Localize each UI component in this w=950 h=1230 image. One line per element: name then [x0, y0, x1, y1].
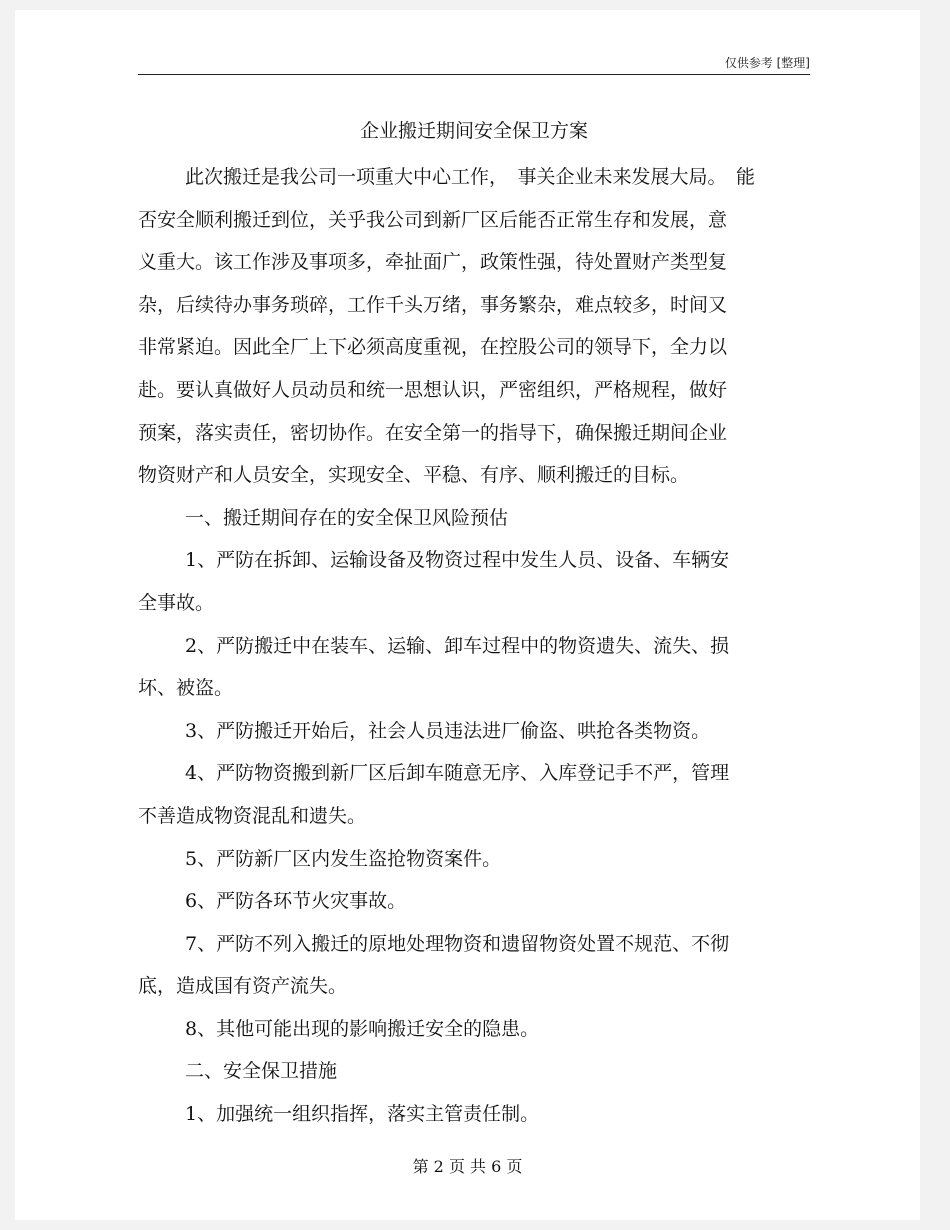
list-item: 7、严防不列入搬迁的原地处理物资和遗留物资处置不规范、不彻	[185, 932, 730, 955]
list-item-continuation: 坏、被盗。	[138, 677, 234, 700]
list-item-continuation: 不善造成物资混乱和遗失。	[138, 804, 367, 827]
header-divider	[138, 74, 810, 75]
body-line: 赴。要认真做好人员动员和统一思想认识，严密组织，严格规程，做好	[138, 378, 728, 401]
list-item: 2、严防搬迁中在装车、运输、卸车过程中的物资遗失、流失、损	[185, 634, 730, 657]
page-header: 仅供参考 [整理]	[724, 56, 810, 70]
list-item: 1、加强统一组织指挥，落实主管责任制。	[185, 1103, 540, 1126]
list-item-continuation: 底，造成国有资产流失。	[138, 975, 348, 998]
body-line: 义重大。该工作涉及事项多，牵扯面广，政策性强，待处置财产类型复	[138, 251, 728, 274]
list-item: 3、严防搬迁开始后，社会人员违法进厂偷盗、哄抢各类物资。	[185, 719, 711, 742]
body-line: 杂，后续待办事务琐碎，工作千头万绪，事务繁杂，难点较多，时间又	[138, 293, 728, 316]
body-line: 非常紧迫。因此全厂上下必须高度重视，在控股公司的领导下，全力以	[138, 336, 728, 359]
list-item: 4、严防物资搬到新厂区后卸车随意无序、入库登记手不严，管理	[185, 762, 730, 785]
document-title: 企业搬迁期间安全保卫方案	[359, 120, 588, 142]
section-heading: 一、搬迁期间存在的安全保卫风险预估	[185, 506, 509, 529]
list-item: 1、严防在拆卸、运输设备及物资过程中发生人员、设备、车辆安	[185, 549, 730, 572]
list-item: 8、其他可能出现的影响搬迁安全的隐患。	[185, 1017, 540, 1040]
body-line: 预案，落实责任，密切协作。在安全第一的指导下，确保搬迁期间企业	[138, 421, 728, 444]
body-line: 此次搬迁是我公司一项重大中心工作， 事关企业未来发展大局。 能	[185, 166, 756, 188]
section-heading: 二、安全保卫措施	[185, 1060, 338, 1083]
list-item-continuation: 全事故。	[138, 591, 215, 614]
list-item: 5、严防新厂区内发生盗抢物资案件。	[185, 847, 502, 870]
document-body	[138, 156, 778, 1136]
body-line: 否安全顺利搬迁到位，关乎我公司到新厂区后能否正常生存和发展，意	[138, 208, 728, 231]
list-item: 6、严防各环节火灾事故。	[185, 890, 407, 913]
page-footer: 第 2 页 共 6 页	[412, 1157, 523, 1176]
body-line: 物资财产和人员安全，实现安全、平稳、有序、顺利搬迁的目标。	[138, 464, 690, 487]
document-page	[15, 10, 920, 1220]
